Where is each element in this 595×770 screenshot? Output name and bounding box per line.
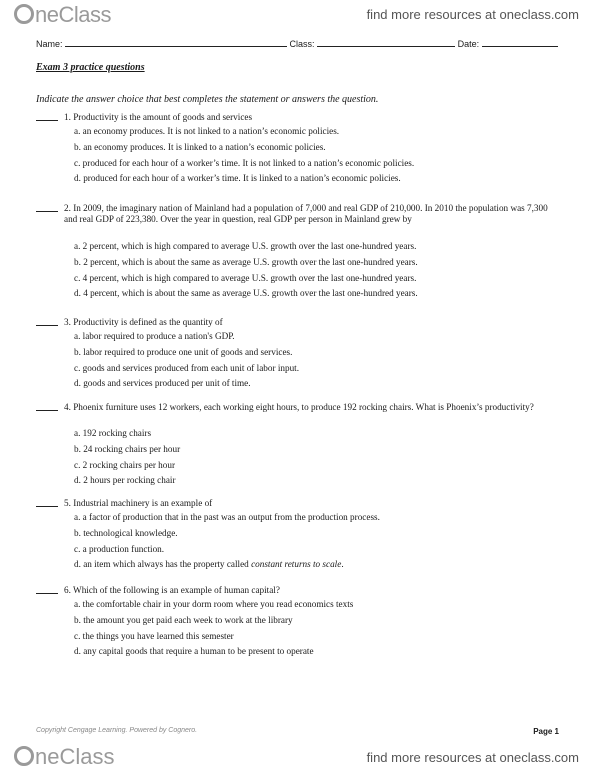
class-label: Class: (289, 39, 315, 49)
option-list (74, 126, 414, 189)
option-d: d. 2 hours per rocking chair (74, 475, 176, 486)
find-resources-link-bottom[interactable]: find more resources at oneclass.com (366, 750, 579, 765)
bottom-banner (0, 742, 595, 770)
option-c: c. goods and services produced from each unit of labor input. (74, 362, 300, 373)
question-stem: 3. Productivity is defined as the quantity of (64, 317, 223, 327)
oneclass-logo[interactable]: neClass (14, 2, 111, 28)
answer-blank[interactable] (36, 585, 58, 594)
option-a: a. labor required to produce a nation's GDP. (74, 331, 235, 341)
option-a: a. 2 percent, which is high compared to average U.S. growth over the last one-hundred years. (74, 241, 417, 251)
option-d: d. any capital goods that require a human to be present to operate (74, 646, 314, 657)
logo-ring-icon (14, 4, 34, 24)
option-c: c. the things you have learned this semester (74, 630, 234, 641)
oneclass-logo-bottom[interactable]: neClass (14, 744, 114, 770)
option-d: d. an item which always has the property called constant returns to scale. (74, 559, 344, 570)
class-blank[interactable] (317, 38, 455, 47)
question-stem: 5. Industrial machinery is an example of (64, 498, 213, 508)
option-a: a. 192 rocking chairs (74, 428, 152, 438)
date-blank[interactable] (482, 38, 558, 47)
option-d: d. 4 percent, which is about the same as average U.S. growth over the last one-hundred years. (74, 288, 418, 299)
question-3 (36, 317, 556, 397)
answer-blank[interactable] (36, 317, 58, 326)
question-6 (36, 585, 556, 665)
instructions: Indicate the answer choice that best completes the statement or answers the question. (36, 94, 379, 105)
name-blank[interactable] (65, 38, 287, 47)
option-list (74, 599, 353, 662)
option-b: b. 2 percent, which is about the same as average U.S. growth over the last one-hundred years. (74, 256, 418, 267)
question-5 (36, 498, 556, 578)
question-stem: 6. Which of the following is an example of human capital? (64, 585, 280, 595)
copyright-notice: Copyright Cengage Learning. Powered by Cognero. (36, 727, 198, 734)
option-b: b. an economy produces. It is linked to a nation’s economic policies. (74, 141, 326, 152)
option-b: b. 24 rocking chairs per hour (74, 443, 181, 454)
option-c: c. a production function. (74, 543, 165, 554)
option-d: d. produced for each hour of a worker’s time. It is linked to a nation’s economic policies. (74, 173, 401, 184)
option-c: c. 2 rocking chairs per hour (74, 459, 176, 470)
option-list (74, 512, 380, 575)
page-number: Page 1 (533, 727, 559, 736)
find-resources-link[interactable]: find more resources at oneclass.com (366, 7, 579, 22)
option-d: d. goods and services produced per unit of time. (74, 378, 251, 389)
option-list (74, 241, 418, 304)
answer-blank[interactable] (36, 402, 58, 411)
exam-title: Exam 3 practice questions (36, 62, 145, 73)
option-c: c. 4 percent, which is high compared to average U.S. growth over the last one-hundred years. (74, 272, 417, 283)
answer-blank[interactable] (36, 203, 58, 212)
name-label: Name: (36, 39, 63, 49)
option-list (74, 428, 180, 491)
date-label: Date: (457, 39, 480, 49)
option-list (74, 331, 299, 394)
question-1 (36, 112, 556, 192)
option-b: b. the amount you get paid each week to work at the library (74, 614, 293, 625)
answer-blank[interactable] (36, 498, 58, 507)
option-a: a. a factor of production that in the past was an output from the production process. (74, 512, 380, 522)
question-4 (36, 402, 556, 492)
student-info-line (36, 38, 558, 49)
question-stem: 2. In 2009, the imaginary nation of Mainland had a population of 7,000 and real GDP of 210,000. In 2010 the population was 7,300 and real GDP of 223,380. Over the year in question, real GDP per person in Mainland grew by (64, 203, 548, 224)
top-banner (0, 0, 595, 30)
option-a: a. an economy produces. It is not linked to a nation’s economic policies. (74, 126, 340, 136)
option-c: c. produced for each hour of a worker’s time. It is not linked to a nation’s economic policies. (74, 157, 415, 168)
question-2 (36, 203, 556, 313)
logo-ring-icon (14, 746, 34, 766)
question-stem: 1. Productivity is the amount of goods and services (64, 112, 253, 122)
option-b: b. labor required to produce one unit of goods and services. (74, 346, 293, 357)
option-a: a. the comfortable chair in your dorm room where you read economics texts (74, 599, 354, 609)
option-b: b. technological knowledge. (74, 527, 178, 538)
answer-blank[interactable] (36, 112, 58, 121)
question-stem: 4. Phoenix furniture uses 12 workers, each working eight hours, to produce 192 rocking chairs. What is Phoenix’s productivity? (64, 402, 534, 412)
